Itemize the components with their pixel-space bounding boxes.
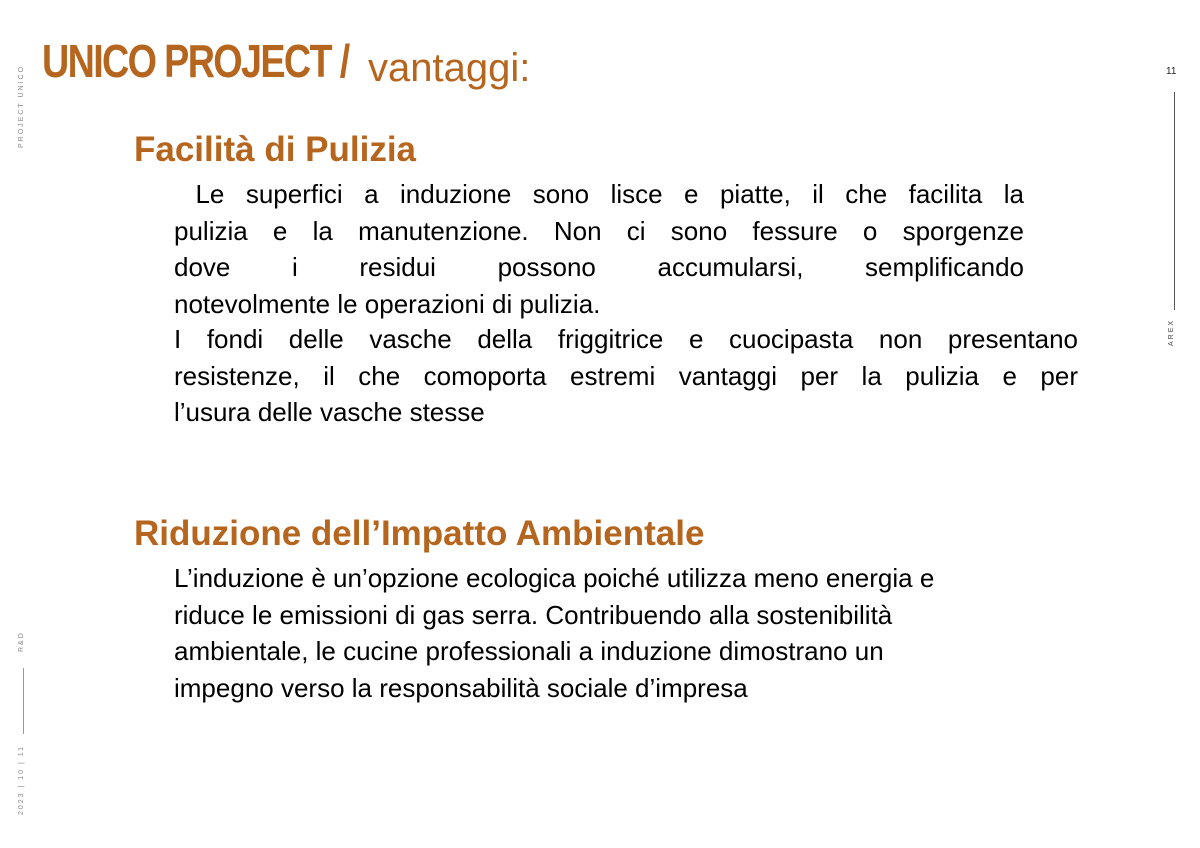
page-number: 11 (1166, 66, 1177, 77)
page-title (42, 35, 531, 90)
page-title-bold: UNICO PROJECT / (42, 35, 349, 87)
paragraph-line: riduce le emissioni di gas serra. Contribuendo alla sostenibilità (174, 599, 893, 630)
paragraph-line: L’induzione è un’opzione ecologica poiché utilizza meno energia e (174, 563, 935, 593)
project-label: PROJECT UNICO (18, 64, 25, 148)
paragraph-line: l’usura delle vasche stesse (174, 397, 485, 427)
brand-label: AREX (1168, 318, 1175, 346)
paragraph-line: notevolmente le operazioni di pulizia. (174, 288, 601, 319)
paragraph-environment (174, 560, 1054, 706)
section-heading-environment: Riduzione dell’Impatto Ambientale (134, 514, 705, 553)
department-label: R&D (18, 631, 25, 652)
paragraph-line: ambientale, le cucine professionali a induzione dimostrano un (174, 636, 884, 666)
paragraph-line: resistenze, il che comoporta estremi vantaggi per la pulizia e per (174, 360, 1078, 391)
paragraph-line: impegno verso la responsabilità sociale d’impresa (174, 672, 748, 703)
left-divider (23, 668, 24, 734)
date-label: 2023 | 10 | 11 (18, 744, 25, 815)
paragraph-line: I fondi delle vasche della friggitrice e cuocipasta non presentano (174, 324, 1078, 354)
paragraph-line: Le superfici a induzione sono lisce e piatte, il che facilita la (174, 179, 1024, 209)
paragraph-cleaning-surfaces (174, 176, 1024, 322)
page-title-subtitle: vantaggi: (368, 46, 531, 90)
right-divider (1174, 92, 1175, 310)
paragraph-line: pulizia e la manutenzione. Non ci sono fessure o sporgenze (174, 215, 1024, 246)
paragraph-cleaning-tanks (174, 321, 1078, 431)
paragraph-line: dove i residui possono accumularsi, semplificando (174, 252, 1024, 282)
section-heading-cleaning: Facilità di Pulizia (134, 130, 417, 169)
